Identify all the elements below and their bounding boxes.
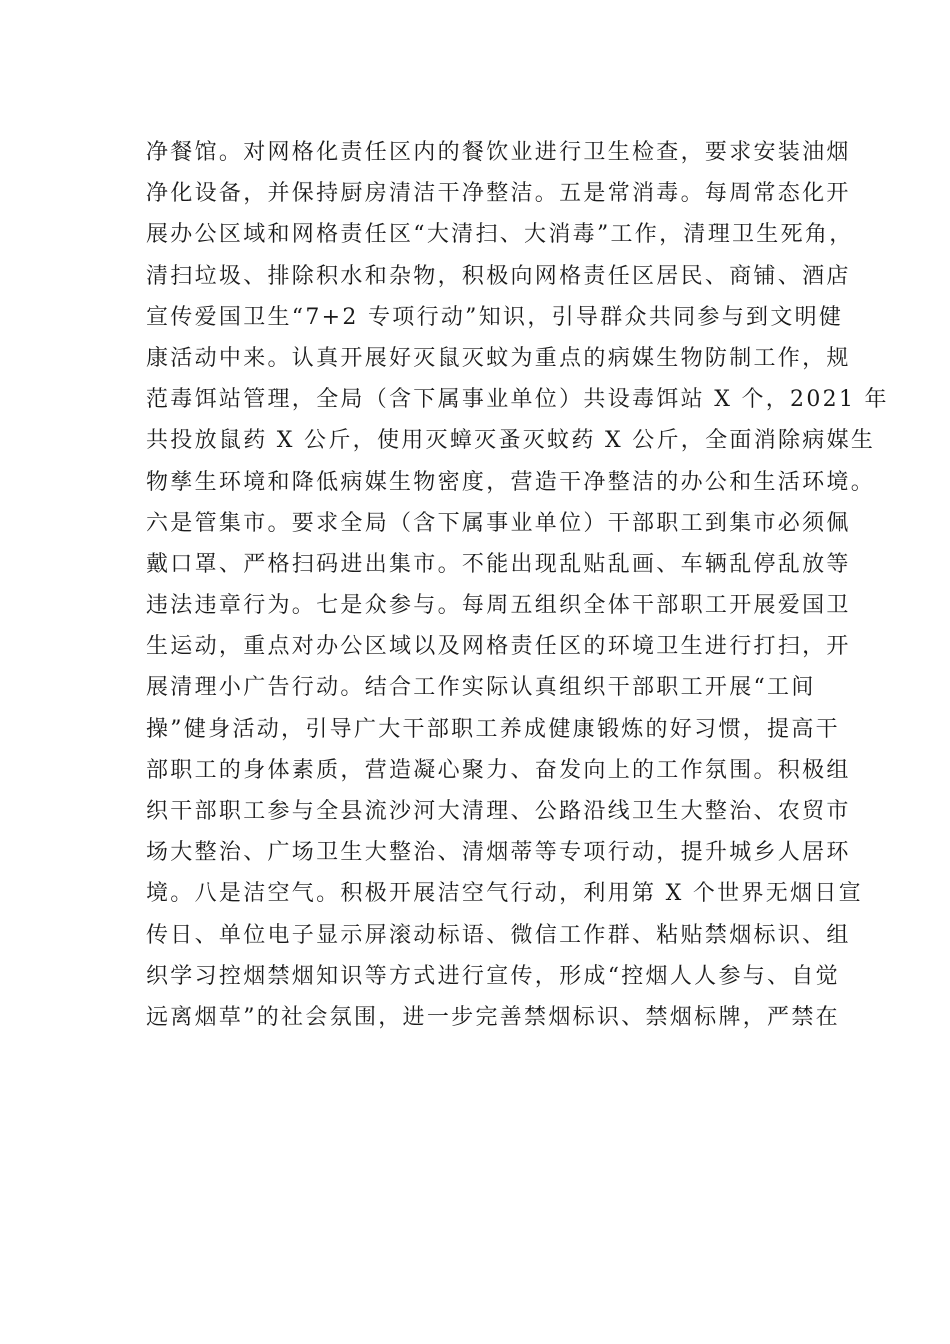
- text-line: 场大整治、广场卫生大整治、清烟蒂等专项行动，提升城乡人居环: [146, 840, 851, 866]
- text-line: 织干部职工参与全县流沙河大清理、公路沿线卫生大整治、农贸市: [146, 799, 851, 824]
- text-line: 六是管集市。要求全局（含下属事业单位）干部职工到集市必须佩: [146, 510, 851, 536]
- text-line: 范毒饵站管理，全局（含下属事业单位）共设毒饵站 X 个，2021 年: [146, 387, 889, 413]
- text-line: 物孳生环境和降低病媒生物密度，营造干净整洁的办公和生活环境。: [146, 469, 876, 495]
- text-line: 远离烟草”的社会氛围，进一步完善禁烟标识、禁烟标牌，严禁在: [146, 1004, 840, 1030]
- text-line: 康活动中来。认真开展好灭鼠灭蚊为重点的病媒生物防制工作，规: [146, 345, 851, 371]
- text-line: 违法违章行为。七是众参与。每周五组织全体干部职工开展爱国卫: [146, 593, 851, 619]
- text-line: 宣传爱国卫生“7+2 专项行动”知识，引导群众共同参与到文明健: [146, 304, 844, 330]
- text-line: 织学习控烟禁烟知识等方式进行宣传，形成“控烟人人参与、自觉: [146, 963, 840, 989]
- text-line: 清扫垃圾、排除积水和杂物，积极向网格责任区居民、商铺、酒店: [146, 263, 851, 289]
- text-line: 戴口罩、严格扫码进出集市。不能出现乱贴乱画、车辆乱停乱放等: [146, 551, 851, 577]
- text-line: 展清理小广告行动。结合工作实际认真组织干部职工开展“工间: [146, 675, 816, 701]
- text-line: 境。八是洁空气。积极开展洁空气行动，利用第 X 个世界无烟日宣: [146, 881, 863, 907]
- text-line: 生运动，重点对办公区域以及网格责任区的环境卫生进行打扫，开: [146, 634, 851, 660]
- text-line: 部职工的身体素质，营造凝心聚力、奋发向上的工作氛围。积极组: [146, 757, 851, 783]
- text-line: 净化设备，并保持厨房清洁干净整洁。五是常消毒。每周常态化开: [146, 181, 851, 207]
- text-line: 展办公区域和网格责任区“大清扫、大消毒”工作，清理卫生死角，: [146, 222, 854, 248]
- text-line: 操”健身活动，引导广大干部职工养成健康锻炼的好习惯，提高干: [146, 716, 840, 742]
- text-line: 传日、单位电子显示屏滚动标语、微信工作群、粘贴禁烟标识、组: [146, 922, 851, 948]
- text-line: 共投放鼠药 X 公斤，使用灭蟑灭蚤灭蚊药 X 公斤，全面消除病媒生: [146, 428, 876, 454]
- text-line: 净餐馆。对网格化责任区内的餐饮业进行卫生检查，要求安装油烟: [146, 140, 851, 165]
- body-text: [146, 132, 889, 1038]
